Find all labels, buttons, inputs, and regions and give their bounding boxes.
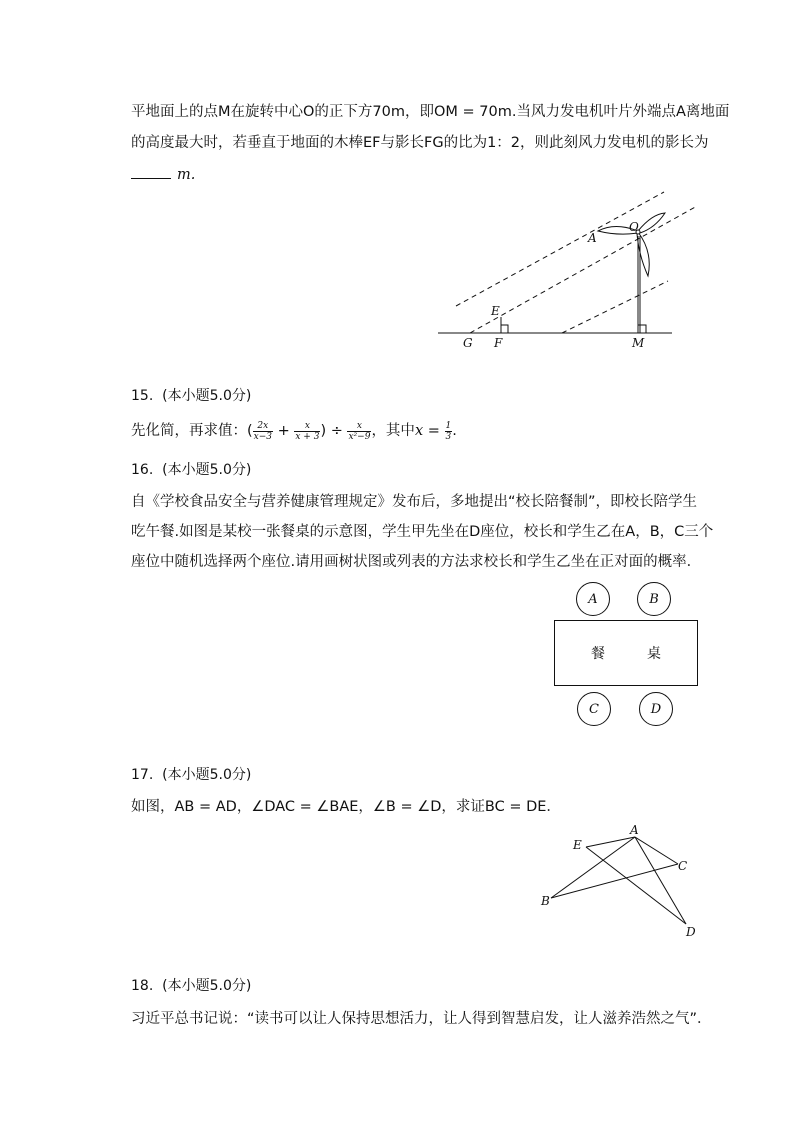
- label-G: G: [463, 336, 473, 350]
- fraction-4: $\frac{1}{3}$: [445, 420, 452, 442]
- unit-m: m.: [177, 167, 196, 183]
- label-E2: E: [573, 838, 582, 852]
- label-D2: D: [686, 925, 696, 939]
- label-A: A: [588, 231, 597, 245]
- q17-header: 17. (本小题5.0分): [131, 767, 252, 783]
- q16-text-line-2: 吃午餐.如图是某校一张餐桌的示意图，学生甲先坐在D座位，校长和学生乙在A，B，C三个: [131, 524, 714, 540]
- q15-expression: 先化简，再求值：( $\frac{2x}{x-3}$ + $\frac{x}{x + 3}$ ) ÷ $\frac{x}{\text{x²−9}}$ ，其中x = $\frac{1}{3}$ .: [131, 420, 457, 442]
- fraction-1: $\frac{2x}{x-3}$: [253, 420, 272, 442]
- q15-header: 15. (本小题5.0分): [131, 388, 252, 404]
- table-char-1: 餐: [591, 646, 605, 662]
- q14-text-line-1: 平地面上的点M在旋转中心O的正下方70m，即OM = 70m.当风力发电机叶片外端点A离地面: [131, 104, 730, 120]
- label-F: F: [494, 336, 503, 350]
- seat-B: B: [637, 582, 671, 616]
- q16-text-line-1: 自《学校食品安全与营养健康管理规定》发布后，多地提出“校长陪餐制”，即校长陪学生: [131, 494, 698, 510]
- label-C2: C: [678, 859, 688, 873]
- seat-D: D: [639, 692, 673, 726]
- fraction-3: $\frac{x}{\text{x²−9}}$: [348, 420, 371, 442]
- seat-A: A: [576, 582, 610, 616]
- fraction-2: $\frac{x}{x + 3}$: [295, 420, 320, 442]
- q16-text-line-3: 座位中随机选择两个座位.请用画树状图或列表的方法求校长和学生乙坐在正对面的概率．: [131, 554, 702, 570]
- q14-text-line-2: 的高度最大时，若垂直于地面的木棒EF与影长FG的比为1：2，则此刻风力发电机的影长为: [131, 135, 709, 151]
- label-A2: A: [630, 823, 639, 837]
- q18-header: 18. (本小题5.0分): [131, 978, 252, 994]
- q18-text-line-1: 习近平总书记说：“读书可以让人保持思想活力，让人得到智慧启发，让人滋养浩然之气”．: [131, 1011, 712, 1027]
- label-O: O: [629, 220, 639, 234]
- q17-text-line-1: 如图，AB = AD，∠DAC = ∠BAE，∠B = ∠D，求证BC = DE．: [131, 799, 561, 815]
- label-M: M: [632, 336, 645, 350]
- q16-header: 16. (本小题5.0分): [131, 462, 252, 478]
- label-B2: B: [541, 894, 550, 908]
- seat-C: C: [577, 692, 611, 726]
- table-char-2: 桌: [647, 646, 661, 662]
- label-E: E: [491, 304, 500, 318]
